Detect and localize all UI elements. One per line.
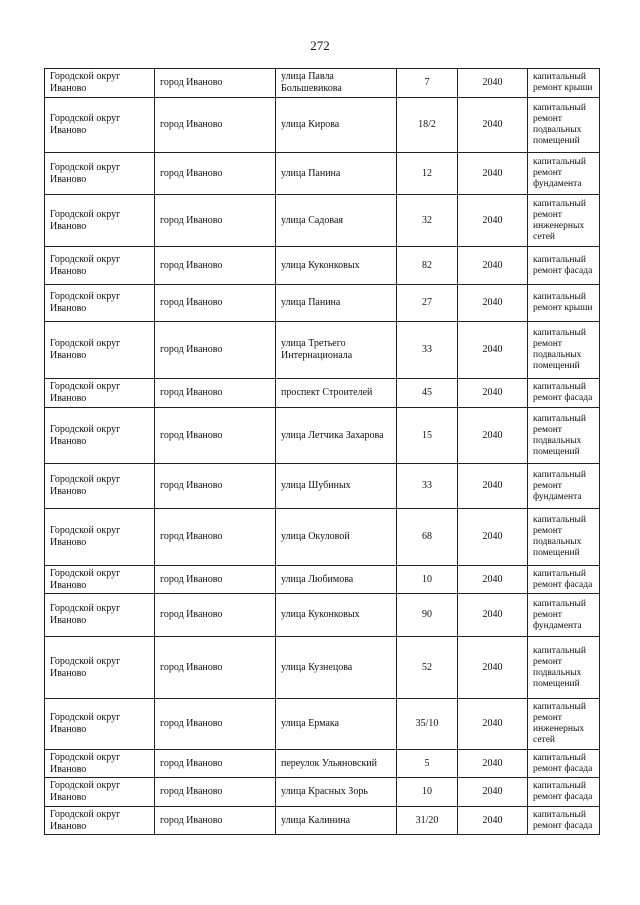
- year-cell: 2040: [458, 778, 528, 807]
- year-cell: 2040: [458, 509, 528, 566]
- city-cell: город Иваново: [155, 464, 276, 509]
- city-cell: город Иваново: [155, 153, 276, 195]
- house-number-cell: 90: [397, 594, 458, 637]
- table-row: [45, 509, 600, 566]
- year-cell: 2040: [458, 69, 528, 98]
- city-cell: город Иваново: [155, 778, 276, 807]
- work-type-cell: капитальный ремонт фасада: [528, 379, 600, 408]
- year-cell: 2040: [458, 566, 528, 594]
- house-number-cell: 32: [397, 195, 458, 247]
- table-row: [45, 594, 600, 637]
- district-cell: Городской округ Иваново: [45, 322, 155, 379]
- work-type-cell: капитальный ремонт подвальных помещений: [528, 408, 600, 464]
- district-cell: Городской округ Иваново: [45, 285, 155, 322]
- street-cell: улица Красных Зорь: [276, 778, 397, 807]
- year-cell: 2040: [458, 98, 528, 153]
- table-row: [45, 285, 600, 322]
- work-type-cell: капитальный ремонт подвальных помещений: [528, 509, 600, 566]
- district-cell: Городской округ Иваново: [45, 594, 155, 637]
- repair-schedule-table: [44, 68, 600, 835]
- street-cell: улица Куконковых: [276, 247, 397, 285]
- table-row: [45, 778, 600, 807]
- city-cell: город Иваново: [155, 509, 276, 566]
- work-type-cell: капитальный ремонт инженерных сетей: [528, 699, 600, 750]
- table-row: [45, 750, 600, 778]
- house-number-cell: 27: [397, 285, 458, 322]
- year-cell: 2040: [458, 195, 528, 247]
- city-cell: город Иваново: [155, 566, 276, 594]
- city-cell: город Иваново: [155, 322, 276, 379]
- table-row: [45, 69, 600, 98]
- street-cell: переулок Ульяновский: [276, 750, 397, 778]
- year-cell: 2040: [458, 322, 528, 379]
- district-cell: Городской округ Иваново: [45, 153, 155, 195]
- house-number-cell: 12: [397, 153, 458, 195]
- city-cell: город Иваново: [155, 379, 276, 408]
- street-cell: проспект Строителей: [276, 379, 397, 408]
- house-number-cell: 31/20: [397, 807, 458, 835]
- work-type-cell: капитальный ремонт подвальных помещений: [528, 98, 600, 153]
- street-cell: улица Летчика Захарова: [276, 408, 397, 464]
- street-cell: улица Шубиных: [276, 464, 397, 509]
- table-row: [45, 408, 600, 464]
- district-cell: Городской округ Иваново: [45, 408, 155, 464]
- street-cell: улица Кирова: [276, 98, 397, 153]
- house-number-cell: 82: [397, 247, 458, 285]
- house-number-cell: 35/10: [397, 699, 458, 750]
- year-cell: 2040: [458, 807, 528, 835]
- table-row: [45, 807, 600, 835]
- table-row: [45, 379, 600, 408]
- city-cell: город Иваново: [155, 408, 276, 464]
- street-cell: улица Третьего Интернационала: [276, 322, 397, 379]
- house-number-cell: 52: [397, 637, 458, 699]
- city-cell: город Иваново: [155, 247, 276, 285]
- year-cell: 2040: [458, 699, 528, 750]
- street-cell: улица Садовая: [276, 195, 397, 247]
- street-cell: улица Окуловой: [276, 509, 397, 566]
- work-type-cell: капитальный ремонт подвальных помещений: [528, 637, 600, 699]
- table-row: [45, 247, 600, 285]
- house-number-cell: 5: [397, 750, 458, 778]
- work-type-cell: капитальный ремонт подвальных помещений: [528, 322, 600, 379]
- house-number-cell: 33: [397, 464, 458, 509]
- page-number: 272: [310, 38, 330, 53]
- table-body: [45, 69, 600, 835]
- year-cell: 2040: [458, 750, 528, 778]
- year-cell: 2040: [458, 379, 528, 408]
- house-number-cell: 18/2: [397, 98, 458, 153]
- city-cell: город Иваново: [155, 69, 276, 98]
- year-cell: 2040: [458, 594, 528, 637]
- table-row: [45, 322, 600, 379]
- city-cell: город Иваново: [155, 594, 276, 637]
- street-cell: улица Калинина: [276, 807, 397, 835]
- work-type-cell: капитальный ремонт фундамента: [528, 594, 600, 637]
- district-cell: Городской округ Иваново: [45, 379, 155, 408]
- year-cell: 2040: [458, 637, 528, 699]
- street-cell: улица Любимова: [276, 566, 397, 594]
- city-cell: город Иваново: [155, 807, 276, 835]
- work-type-cell: капитальный ремонт фасада: [528, 807, 600, 835]
- work-type-cell: капитальный ремонт фундамента: [528, 464, 600, 509]
- district-cell: Городской округ Иваново: [45, 98, 155, 153]
- work-type-cell: капитальный ремонт фасада: [528, 247, 600, 285]
- house-number-cell: 45: [397, 379, 458, 408]
- year-cell: 2040: [458, 247, 528, 285]
- year-cell: 2040: [458, 153, 528, 195]
- district-cell: Городской округ Иваново: [45, 464, 155, 509]
- street-cell: улица Панина: [276, 153, 397, 195]
- table-row: [45, 195, 600, 247]
- work-type-cell: капитальный ремонт фасада: [528, 778, 600, 807]
- year-cell: 2040: [458, 464, 528, 509]
- work-type-cell: капитальный ремонт инженерных сетей: [528, 195, 600, 247]
- house-number-cell: 10: [397, 778, 458, 807]
- city-cell: город Иваново: [155, 699, 276, 750]
- city-cell: город Иваново: [155, 750, 276, 778]
- district-cell: Городской округ Иваново: [45, 247, 155, 285]
- house-number-cell: 7: [397, 69, 458, 98]
- street-cell: улица Ермака: [276, 699, 397, 750]
- table-row: [45, 153, 600, 195]
- table-row: [45, 699, 600, 750]
- work-type-cell: капитальный ремонт фасада: [528, 566, 600, 594]
- district-cell: Городской округ Иваново: [45, 509, 155, 566]
- district-cell: Городской округ Иваново: [45, 699, 155, 750]
- street-cell: улица Куконковых: [276, 594, 397, 637]
- house-number-cell: 10: [397, 566, 458, 594]
- district-cell: Городской округ Иваново: [45, 637, 155, 699]
- table-row: [45, 464, 600, 509]
- year-cell: 2040: [458, 285, 528, 322]
- table-row: [45, 566, 600, 594]
- house-number-cell: 15: [397, 408, 458, 464]
- district-cell: Городской округ Иваново: [45, 778, 155, 807]
- city-cell: город Иваново: [155, 637, 276, 699]
- work-type-cell: капитальный ремонт крыши: [528, 285, 600, 322]
- table-row: [45, 98, 600, 153]
- street-cell: улица Павла Большевикова: [276, 69, 397, 98]
- street-cell: улица Кузнецова: [276, 637, 397, 699]
- work-type-cell: капитальный ремонт крыши: [528, 69, 600, 98]
- house-number-cell: 33: [397, 322, 458, 379]
- district-cell: Городской округ Иваново: [45, 566, 155, 594]
- district-cell: Городской округ Иваново: [45, 69, 155, 98]
- street-cell: улица Панина: [276, 285, 397, 322]
- district-cell: Городской округ Иваново: [45, 750, 155, 778]
- city-cell: город Иваново: [155, 98, 276, 153]
- year-cell: 2040: [458, 408, 528, 464]
- district-cell: Городской округ Иваново: [45, 807, 155, 835]
- city-cell: город Иваново: [155, 285, 276, 322]
- district-cell: Городской округ Иваново: [45, 195, 155, 247]
- table-row: [45, 637, 600, 699]
- work-type-cell: капитальный ремонт фасада: [528, 750, 600, 778]
- work-type-cell: капитальный ремонт фундамента: [528, 153, 600, 195]
- house-number-cell: 68: [397, 509, 458, 566]
- city-cell: город Иваново: [155, 195, 276, 247]
